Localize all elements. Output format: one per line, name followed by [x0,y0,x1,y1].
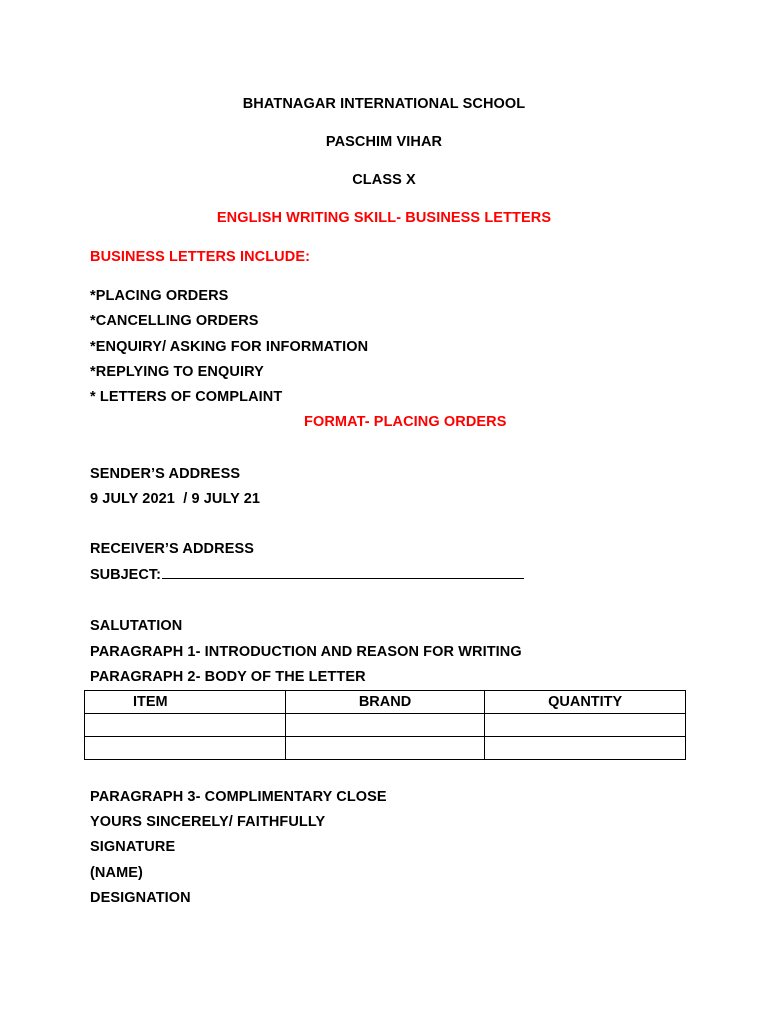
include-item: *REPLYING TO ENQUIRY [90,364,264,380]
school-name: BHATNAGAR INTERNATIONAL SCHOOL [242,96,526,112]
table-cell [285,714,485,737]
topic-title: ENGLISH WRITING SKILL- BUSINESS LETTERS [216,210,552,226]
name-label: (NAME) [90,865,143,881]
subject-line [90,566,524,583]
include-item: * LETTERS OF COMPLAINT [90,389,283,405]
table-cell [85,737,286,760]
school-location: PASCHIM VIHAR [325,134,443,150]
class-label: CLASS X [352,172,416,188]
table-cell [85,714,286,737]
column-header-brand: BRAND [285,691,485,714]
table-cell [485,714,686,737]
order-table [84,690,686,760]
paragraph-3: PARAGRAPH 3- COMPLIMENTARY CLOSE [90,789,387,805]
complimentary-close: YOURS SINCERELY/ FAITHFULLY [90,814,326,830]
paragraph-2: PARAGRAPH 2- BODY OF THE LETTER [90,669,366,685]
format-heading: FORMAT- PLACING ORDERS [304,414,507,430]
subject-label: SUBJECT: [90,567,161,583]
include-item: *ENQUIRY/ ASKING FOR INFORMATION [90,339,369,355]
table-cell [285,737,485,760]
includes-heading: BUSINESS LETTERS INCLUDE: [90,249,311,265]
letter-date: 9 JULY 2021 / 9 JULY 21 [90,491,261,507]
table-header-row [85,691,686,714]
signature-label: SIGNATURE [90,839,176,855]
column-header-item: ITEM [85,691,286,714]
include-item: *PLACING ORDERS [90,288,229,304]
table-cell [485,737,686,760]
table-row [85,714,686,737]
subject-blank-rule [162,566,524,579]
paragraph-1: PARAGRAPH 1- INTRODUCTION AND REASON FOR WRITING [90,644,522,660]
salutation: SALUTATION [90,618,183,634]
designation-label: DESIGNATION [90,890,191,906]
table-row [85,737,686,760]
sender-address: SENDER’S ADDRESS [90,466,241,482]
column-header-quantity: QUANTITY [485,691,686,714]
receiver-address: RECEIVER’S ADDRESS [90,541,255,557]
include-item: *CANCELLING ORDERS [90,313,259,329]
